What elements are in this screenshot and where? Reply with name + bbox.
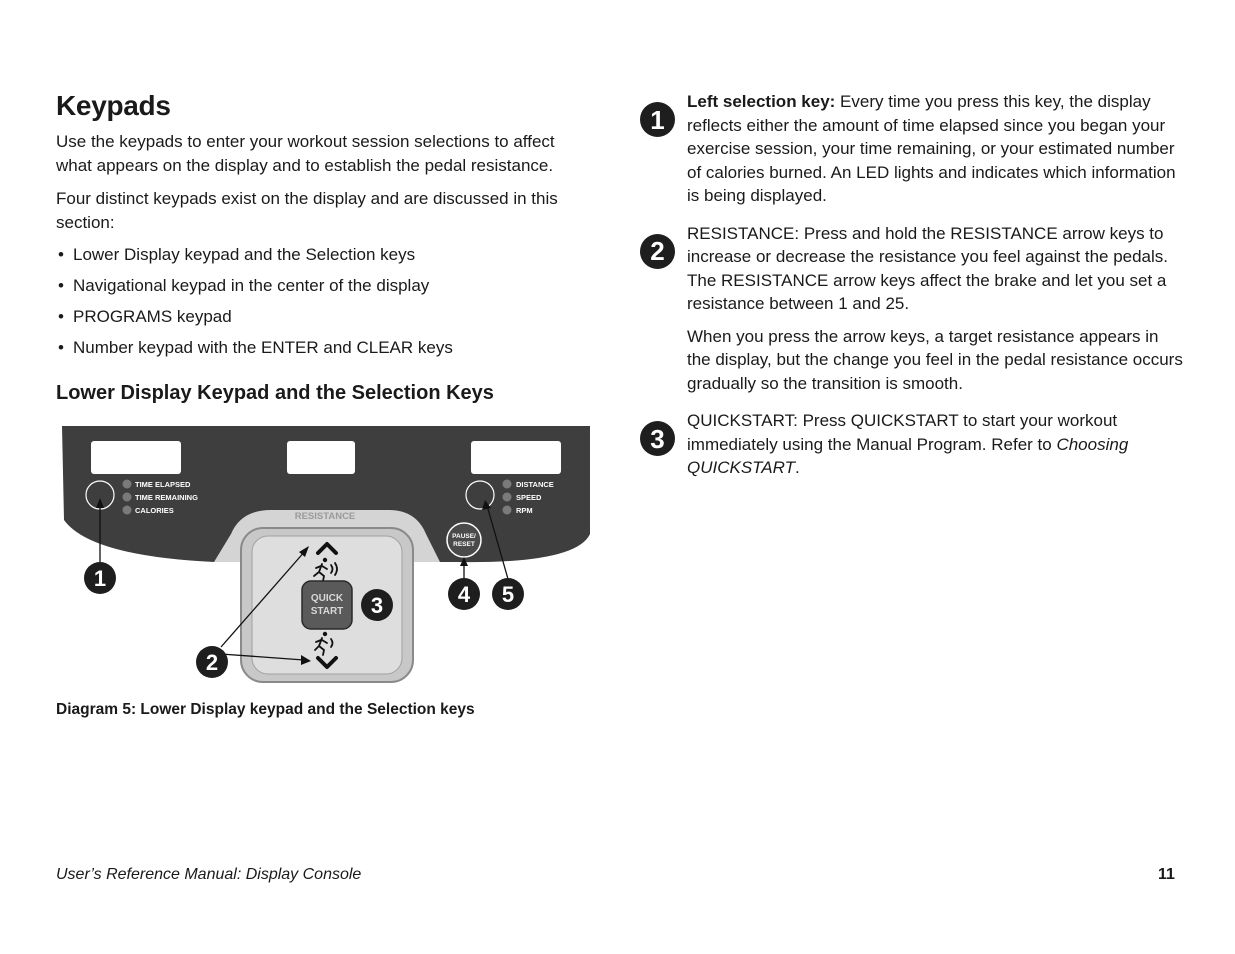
description-item-1 <box>640 90 1185 208</box>
reset-label: RESET <box>453 541 475 548</box>
footer-manual-title: User’s Reference Manual: Display Console <box>56 866 362 883</box>
indicator-speed: SPEED <box>516 493 542 502</box>
lower-display-diagram <box>56 424 592 688</box>
item-text: : Press and hold the RESISTANCE arrow keys to increase or decrease the resistance you feel against the pedals. The RESISTANCE arrow keys affect the brake and let you set a resistance between 1 and 25. <box>687 223 1169 313</box>
list-item: • Lower Display keypad and the Selection keys <box>56 243 586 267</box>
page-number: 11 <box>1158 866 1175 883</box>
led-icon <box>503 480 512 489</box>
led-icon <box>123 493 132 502</box>
indicator-time-elapsed: TIME ELAPSED <box>135 480 191 489</box>
intro-paragraph-2: Four distinct keypads exist on the display and are discussed in this section: <box>56 189 558 232</box>
callout-1 <box>84 562 116 594</box>
indicator-rpm: RPM <box>516 506 533 515</box>
item-paragraph <box>687 222 1185 316</box>
resistance-label: RESISTANCE <box>294 511 356 522</box>
right-display-window <box>471 441 561 474</box>
item-lead: QUICKSTART: <box>687 411 798 430</box>
keypad-list <box>56 243 586 360</box>
callout-3 <box>361 589 393 621</box>
item-text-end: . <box>795 458 800 477</box>
pause-reset-key[interactable] <box>447 523 481 557</box>
svg-text:1: 1 <box>93 566 107 591</box>
cross-reference-link[interactable]: Choosing QUICKSTART <box>687 434 1129 477</box>
left-display-window <box>91 441 181 474</box>
intro-paragraph-1: Use the keypads to enter your workout session selections to affect what appears on the display and to establish the pedal resistance. <box>56 132 555 175</box>
indicator-calories: CALORIES <box>135 506 174 515</box>
pause-label: PAUSE/ <box>452 533 476 540</box>
svg-text:2: 2 <box>205 650 219 675</box>
description-item-2 <box>640 222 1185 396</box>
description-item-3 <box>640 409 1185 480</box>
item-lead: Left selection key: <box>687 92 836 111</box>
quickstart-label-line2: START <box>310 606 344 617</box>
item-lead: RESISTANCE <box>687 223 795 243</box>
quickstart-key[interactable] <box>302 581 352 629</box>
item-text: Press QUICKSTART to start your workout immediately using the Manual Program. Refer to <box>687 411 1118 454</box>
diagram-caption: Diagram 5: Lower Display keypad and the Selection keys <box>56 701 475 718</box>
callout-4 <box>448 578 480 610</box>
center-display-window <box>287 441 355 474</box>
led-icon <box>123 480 132 489</box>
callout-5 <box>492 578 524 610</box>
indicator-distance: DISTANCE <box>516 480 554 489</box>
svg-text:3: 3 <box>370 593 384 618</box>
list-item: • Number keypad with the ENTER and CLEAR keys <box>56 336 586 360</box>
quickstart-label-line1: QUICK <box>310 593 344 604</box>
section-title: Keypads <box>56 90 171 121</box>
subsection-title: Lower Display Keypad and the Selection Keys <box>56 382 494 404</box>
item-text: Every time you press this key, the display reflects either the amount of time elapsed since you began your exercise session, your time remaining, or your estimated number of calories burned. An LED lights and indicates which information is being displayed. <box>687 92 1176 205</box>
list-item: • Navigational keypad in the center of the display <box>56 274 586 298</box>
item-paragraph <box>687 90 1185 208</box>
item-number-badge: 3 <box>640 421 675 456</box>
item-number-badge: 1 <box>640 102 675 137</box>
list-item: • PROGRAMS keypad <box>56 305 586 329</box>
svg-text:5: 5 <box>501 582 515 607</box>
led-icon <box>503 506 512 515</box>
right-column <box>640 90 1185 494</box>
callout-2 <box>196 646 228 678</box>
item-extra-paragraph: When you press the arrow keys, a target resistance appears in the display, but the change you feel in the pedal resistance occurs gradually so the transition is smooth. <box>687 326 1183 393</box>
led-icon <box>503 493 512 502</box>
svg-text:4: 4 <box>457 582 471 607</box>
indicator-time-remaining: TIME REMAINING <box>135 493 198 502</box>
left-column <box>56 88 586 406</box>
led-icon <box>123 506 132 515</box>
item-paragraph <box>687 409 1185 480</box>
item-number-badge: 2 <box>640 234 675 269</box>
